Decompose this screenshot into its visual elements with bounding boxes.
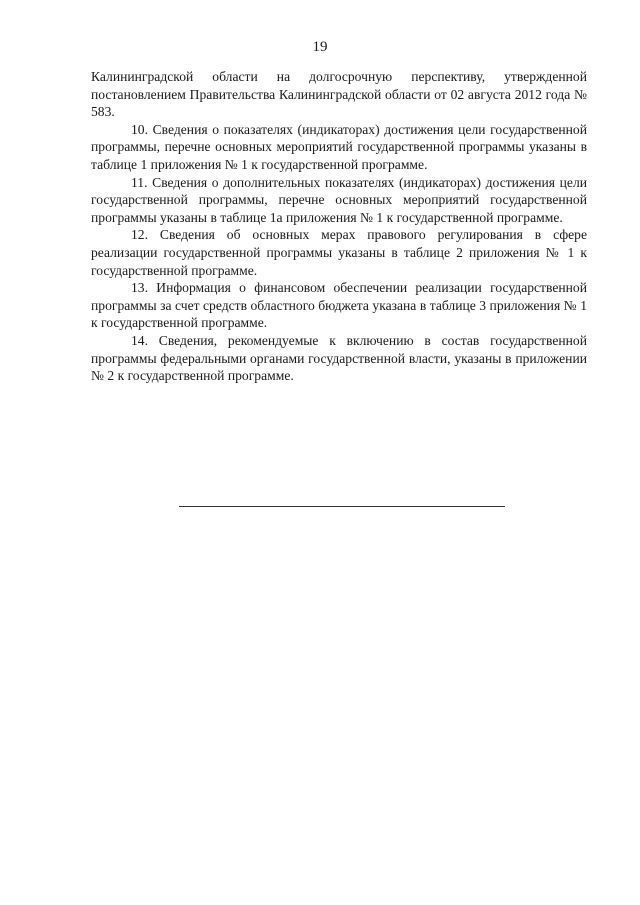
paragraph-item-12: 12. Сведения об основных мерах правового регулирования в сфере реализации государственной программы указаны в таблице 2 приложения № 1 к государственной программе.	[91, 227, 587, 278]
paragraph-item-13: 13. Информация о финансовом обеспечении реализации государственной программы за счет средств областного бюджета указана в таблице 3 приложения № 1 к государственной программе.	[91, 280, 587, 331]
paragraph-item-10: 10. Сведения о показателях (индикаторах) достижения цели государственной программы, перечне основных мероприятий государственной программы указаны в таблице 1 приложения № 1 к государственной программе.	[91, 121, 587, 172]
document-body	[91, 68, 587, 385]
paragraph-item-11: 11. Сведения о дополнительных показателях (индикаторах) достижения цели государственной программы, перечне основных мероприятий государственной программы указаны в таблице 1а приложения № 1 к государственной программе.	[91, 174, 587, 225]
paragraph-continuation: Калининградской области на долгосрочную перспективу, утвержденной постановлением Правительства Калининградской области от 02 августа 2012 года № 583.	[91, 69, 587, 120]
end-divider-line	[179, 506, 505, 507]
paragraph-item-14: 14. Сведения, рекомендуемые к включению в состав государственной программы федеральными органами государственной власти, указаны в приложении № 2 к государственной программе.	[91, 332, 587, 384]
page-number: 19	[312, 39, 328, 55]
